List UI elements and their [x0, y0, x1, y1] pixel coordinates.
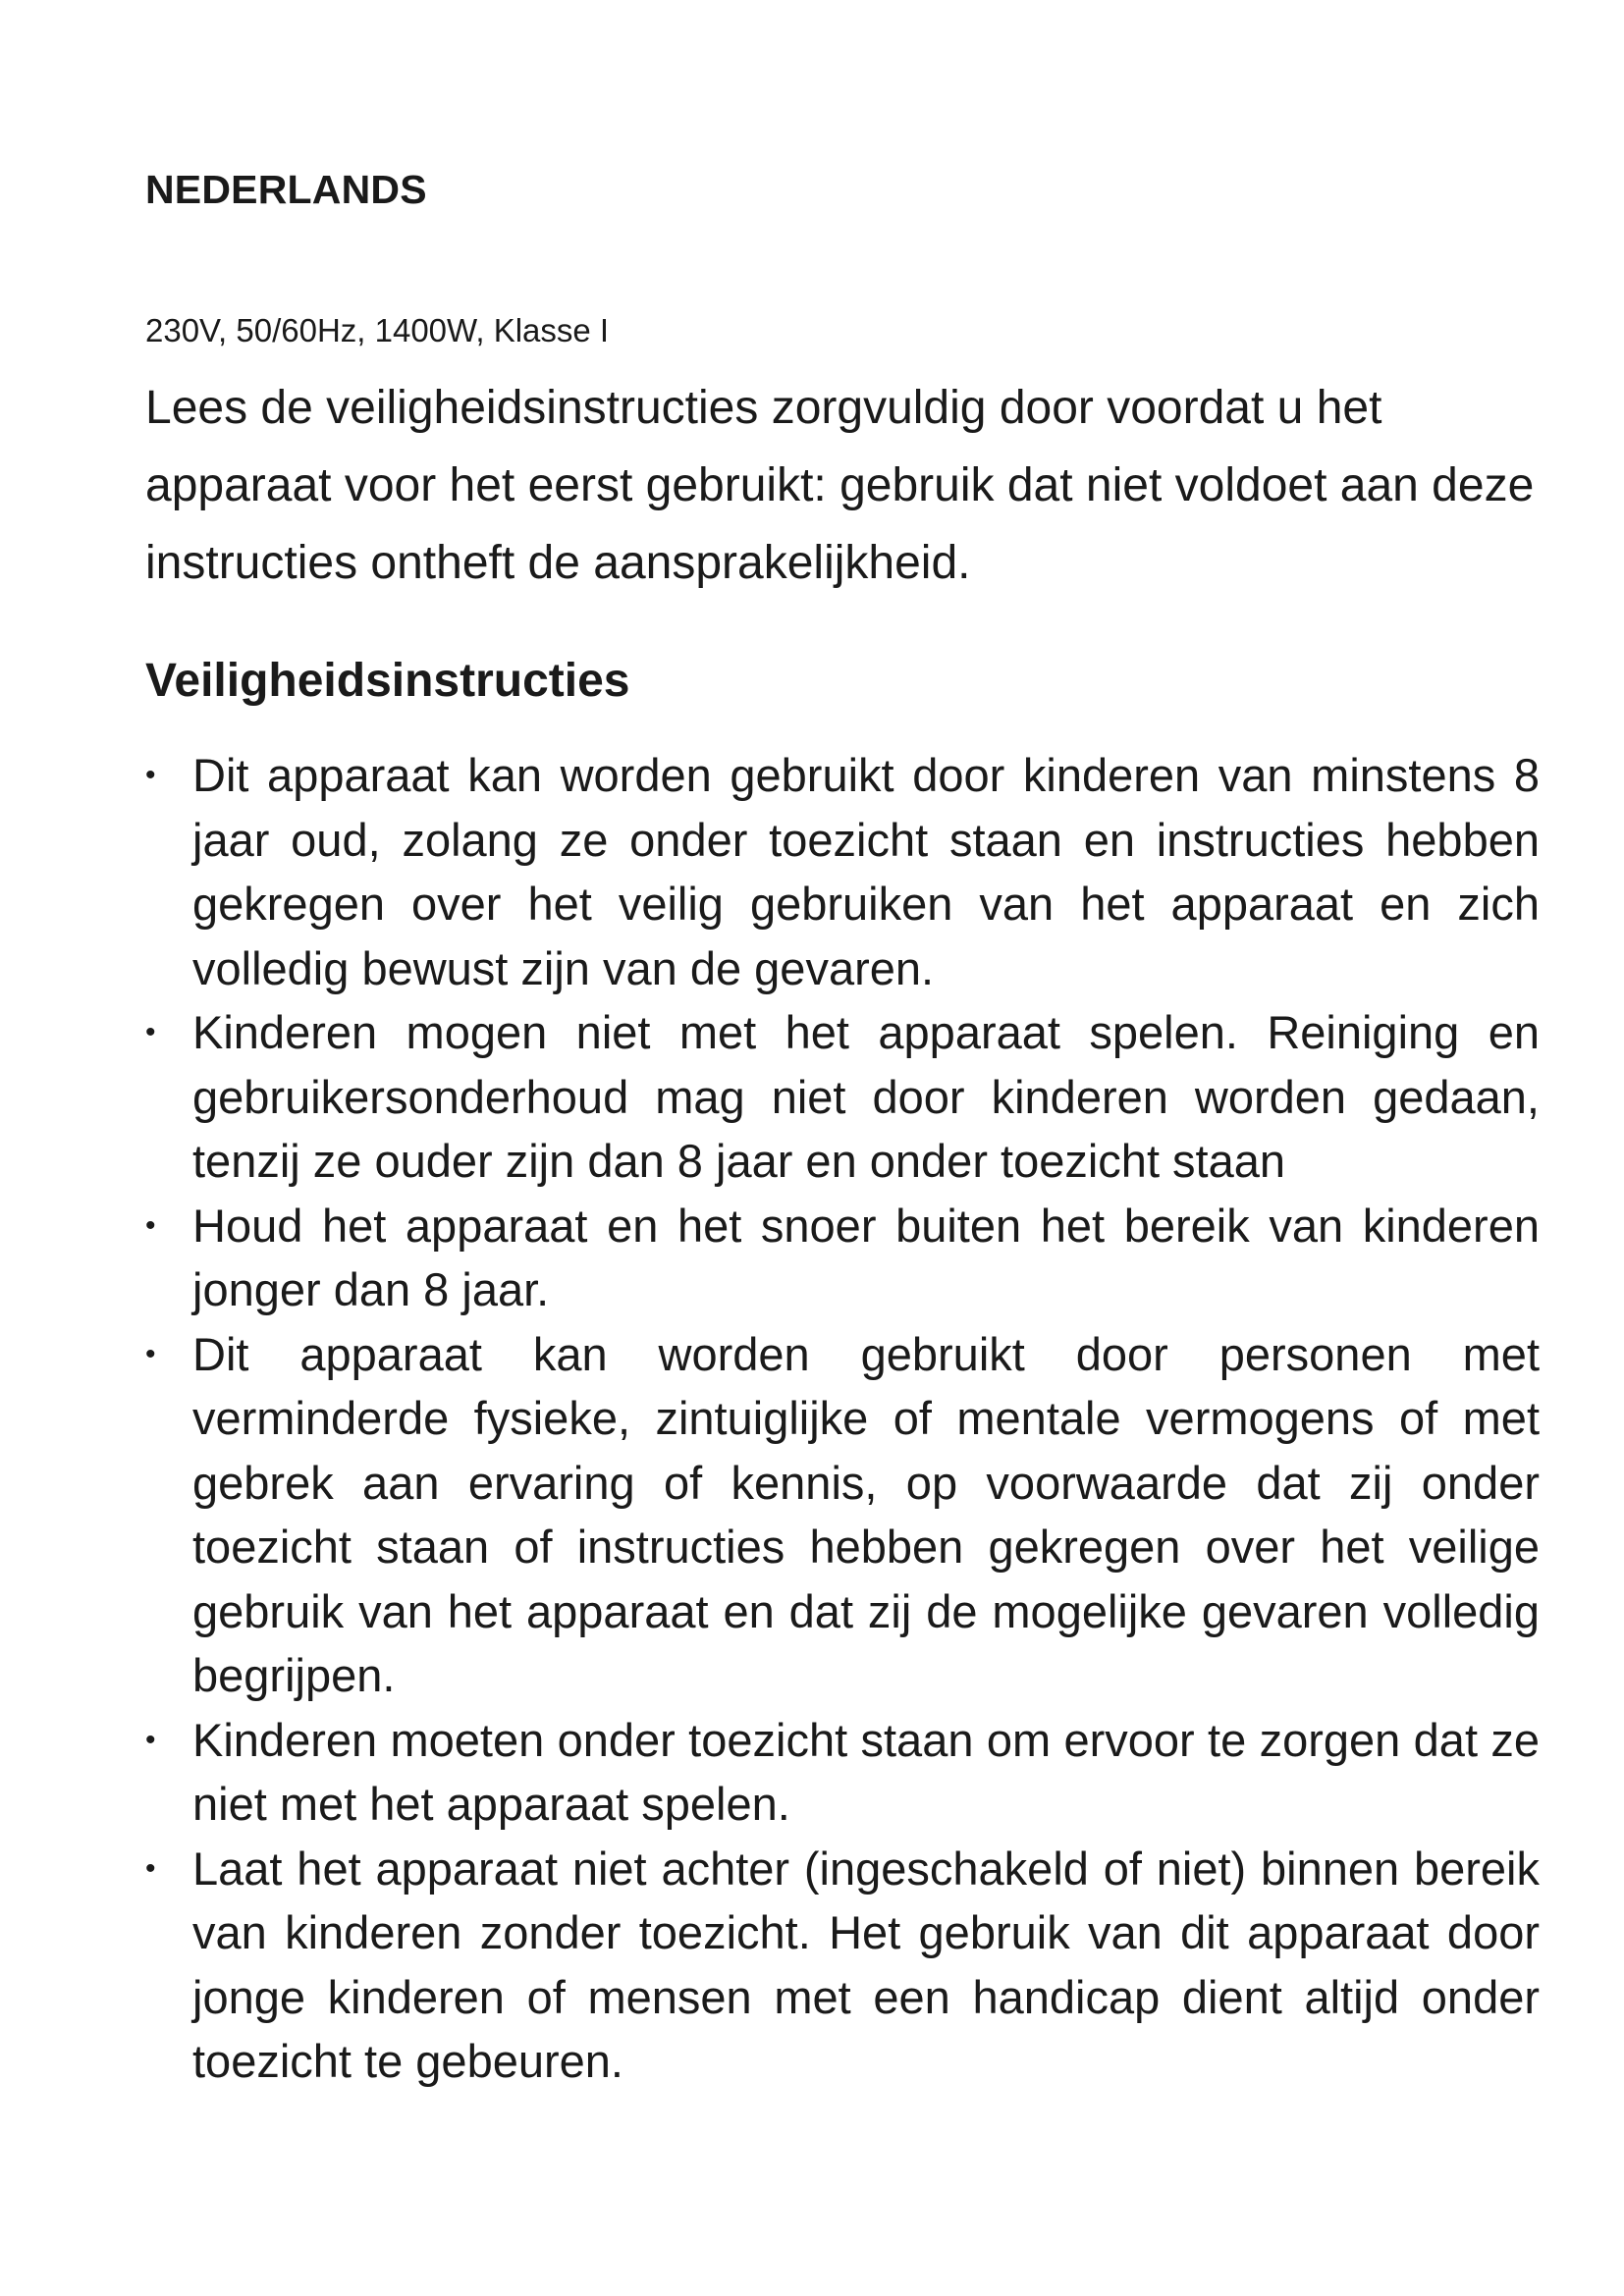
bullet-icon: •: [145, 1016, 156, 1048]
electrical-specifications: 230V, 50/60Hz, 1400W, Klasse I: [145, 312, 610, 348]
section-heading: Veiligheidsinstructies: [145, 655, 630, 707]
safety-instruction-text: Kinderen moeten onder toezicht staan om ervoor te zorgen dat ze niet met het apparaat spelen.: [192, 1713, 1540, 1830]
safety-instructions-list: [145, 743, 1540, 2094]
safety-instruction-text: Dit apparaat kan worden gebruikt door kinderen van minstens 8 jaar oud, zolang ze onder toezicht staan en instructies hebben gekregen over het veilig gebruiken van het apparaat en zich volledig bewust zijn van de gevaren.: [192, 749, 1540, 994]
safety-instruction-text: Houd het apparaat en het snoer buiten het bereik van kinderen jonger dan 8 jaar.: [192, 1199, 1540, 1315]
bullet-icon: •: [145, 1851, 156, 1885]
safety-instruction-item: [145, 1322, 1540, 1708]
safety-instruction-text: Kinderen mogen niet met het apparaat spelen. Reiniging en gebruikersonderhoud mag niet door kinderen worden gedaan, tenzij ze ouder zijn dan 8 jaar en onder toezicht staan: [192, 1006, 1540, 1187]
bullet-icon: •: [145, 1723, 156, 1756]
safety-instruction-text: Dit apparaat kan worden gebruikt door personen met verminderde fysieke, zintuiglijke of mentale vermogens of met gebrek aan ervaring of kennis, op voorwaarde dat zij onder toezicht staan of instructies hebben gekregen over het veilige gebruik van het apparaat en dat zij de mogelijke gevaren volledig begrijpen.: [192, 1327, 1540, 1701]
intro-paragraph: Lees de veiligheidsinstructies zorgvuldig door voordat u het apparaat voor het eerst gebruikt: gebruik dat niet voldoet aan deze instructies ontheft de aansprakelijkheid.: [145, 382, 1535, 589]
bullet-icon: •: [145, 759, 156, 791]
safety-instruction-text: Laat het apparaat niet achter (ingeschakeld of niet) binnen bereik van kinderen zonder toezicht. Het gebruik van dit apparaat door jonge kinderen of mensen met een handicap dient altijd onder toezicht te gebeuren.: [192, 1842, 1540, 2087]
bullet-icon: •: [145, 1337, 156, 1370]
bullet-icon: •: [145, 1208, 156, 1242]
document-page: [145, 0, 1540, 2296]
safety-instruction-item: [145, 743, 1540, 1000]
language-title: NEDERLANDS: [145, 167, 427, 212]
safety-instruction-item: [145, 1837, 1540, 2094]
safety-instruction-item: [145, 1194, 1540, 1322]
safety-instruction-item: [145, 1000, 1540, 1194]
safety-instruction-item: [145, 1708, 1540, 1837]
